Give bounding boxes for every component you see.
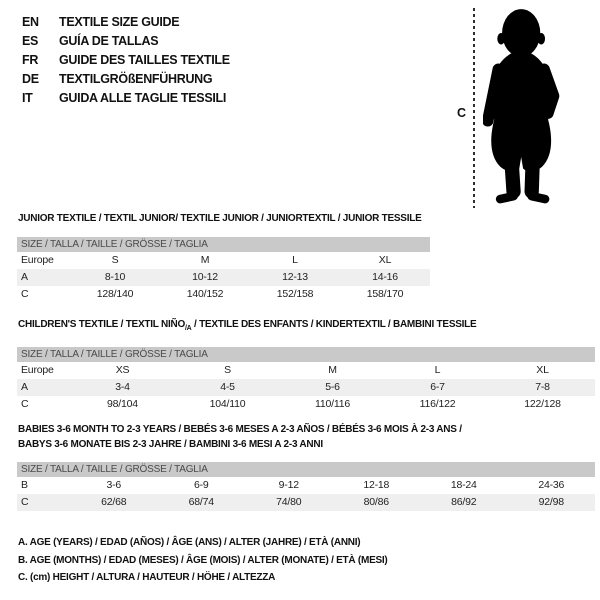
cell: 116/122 xyxy=(419,398,456,410)
cell: 86/92 xyxy=(451,496,477,508)
row-label: C xyxy=(21,398,29,410)
table-row xyxy=(17,494,595,511)
size-header-bar: SIZE / TALLA / TAILLE / GRÖSSE / TAGLIA xyxy=(17,237,430,252)
lang-code: DE xyxy=(22,72,39,86)
babies-textile-table xyxy=(17,422,595,511)
cell: L xyxy=(434,364,441,376)
lang-label: GUIDE DES TAILLES TEXTILE xyxy=(59,53,230,67)
cell: XL xyxy=(536,364,549,376)
lang-row-de xyxy=(22,70,230,89)
lang-row-en xyxy=(22,13,230,32)
cell: 24-36 xyxy=(538,479,565,491)
cell: 62/68 xyxy=(101,496,127,508)
cell: 122/128 xyxy=(524,398,561,410)
footnote-c: C. (cm) HEIGHT / ALTURA / HAUTEUR / HÖHE / ALTEZZA xyxy=(18,572,276,583)
cell: 68/74 xyxy=(188,496,214,508)
title-prefix: CHILDREN'S TEXTILE / TEXTIL NIÑO xyxy=(18,319,185,330)
row-label: A xyxy=(21,271,28,283)
lang-row-fr xyxy=(22,51,230,70)
size-header-bar: SIZE / TALLA / TAILLE / GRÖSSE / TAGLIA xyxy=(17,347,595,362)
cell: 6-9 xyxy=(193,479,209,491)
cell: 158/170 xyxy=(366,288,404,300)
row-label: Europe xyxy=(21,364,54,376)
cell: S xyxy=(224,364,231,376)
cell: 10-12 xyxy=(192,271,218,283)
language-title-list xyxy=(22,13,230,108)
lang-label: TEXTILE SIZE GUIDE xyxy=(59,15,180,29)
lang-code: EN xyxy=(22,15,39,29)
height-c-label: C xyxy=(457,106,467,120)
lang-label: TEXTILGRÖßENFÜHRUNG xyxy=(59,72,213,86)
cell: M xyxy=(200,254,210,266)
cell: M xyxy=(328,364,337,376)
cell: 74/80 xyxy=(276,496,302,508)
cell: XS xyxy=(115,364,130,376)
cell: 8-10 xyxy=(104,271,126,283)
cell: 5-6 xyxy=(325,381,340,393)
babies-table-title xyxy=(18,422,595,452)
table-row xyxy=(17,379,595,396)
cell: 12-13 xyxy=(282,271,308,283)
cell: 104/110 xyxy=(209,398,246,410)
childrens-table-title xyxy=(18,318,595,335)
row-label: B xyxy=(21,479,28,491)
lang-code: ES xyxy=(22,34,39,48)
lang-row-es xyxy=(22,32,230,51)
table-row xyxy=(17,396,595,413)
lang-code: IT xyxy=(22,91,33,105)
cell: 98/104 xyxy=(107,398,138,410)
row-label: C xyxy=(21,496,29,508)
cell: 152/158 xyxy=(276,288,314,300)
cell: 4-5 xyxy=(220,381,235,393)
junior-textile-table xyxy=(17,212,430,303)
row-label: A xyxy=(21,381,28,393)
cell: 6-7 xyxy=(430,381,445,393)
table-row xyxy=(17,477,595,494)
footnote-legend xyxy=(18,534,388,587)
row-label: Europe xyxy=(21,254,54,266)
table-row xyxy=(17,286,430,303)
baby-figure-area xyxy=(440,0,600,215)
lang-label: GUÍA DE TALLAS xyxy=(59,34,159,48)
cell: 92/98 xyxy=(538,496,564,508)
lang-row-it xyxy=(22,89,230,108)
table-row xyxy=(17,269,430,286)
lang-label: GUIDA ALLE TAGLIE TESSILI xyxy=(59,91,227,105)
cell: 80/86 xyxy=(363,496,389,508)
table-row xyxy=(17,362,595,379)
table-row xyxy=(17,252,430,269)
title-line-1: BABIES 3-6 MONTH TO 2-3 YEARS / BEBÉS 3-6 MESES A 2-3 AÑOS / BÉBÉS 3-6 MOIS À 2-3 ANS / xyxy=(18,424,462,435)
cell: L xyxy=(292,254,298,266)
title-suffix: / TEXTILE DES ENFANTS / KINDERTEXTIL / BAMBINI TESSILE xyxy=(191,319,477,330)
cell: 140/152 xyxy=(186,288,224,300)
junior-table-title: JUNIOR TEXTILE / TEXTIL JUNIOR/ TEXTILE JUNIOR / JUNIORTEXTIL / JUNIOR TESSILE xyxy=(18,213,422,224)
cell: 14-16 xyxy=(372,271,398,283)
cell: 18-24 xyxy=(450,479,477,491)
childrens-textile-table xyxy=(17,318,595,413)
cell: S xyxy=(111,254,119,266)
height-measure-dashed-line xyxy=(473,8,475,208)
lang-code: FR xyxy=(22,53,39,67)
row-label: C xyxy=(21,288,29,300)
cell: 110/116 xyxy=(315,398,350,410)
cell: 128/140 xyxy=(96,288,134,300)
cell: 9-12 xyxy=(278,479,299,491)
cell: XL xyxy=(378,254,392,266)
footnote-a: A. AGE (YEARS) / EDAD (AÑOS) / ÂGE (ANS) / ALTER (JAHRE) / ETÀ (ANNI) xyxy=(18,537,361,548)
footnote-b: B. AGE (MONTHS) / EDAD (MESES) / ÂGE (MOIS) / ALTER (MONATE) / ETÀ (MESI) xyxy=(18,554,388,566)
cell: 3-6 xyxy=(106,479,122,491)
title-subscript: /A xyxy=(184,325,192,332)
cell: 7-8 xyxy=(535,381,550,393)
size-header-bar: SIZE / TALLA / TAILLE / GRÖSSE / TAGLIA xyxy=(17,462,595,477)
cell: 12-18 xyxy=(363,479,390,491)
baby-silhouette-icon xyxy=(483,6,567,207)
cell: 3-4 xyxy=(115,381,130,393)
title-line-2: BABYS 3-6 MONATE BIS 2-3 JAHRE / BAMBINI 3-6 MESI A 2-3 ANNI xyxy=(18,439,323,450)
